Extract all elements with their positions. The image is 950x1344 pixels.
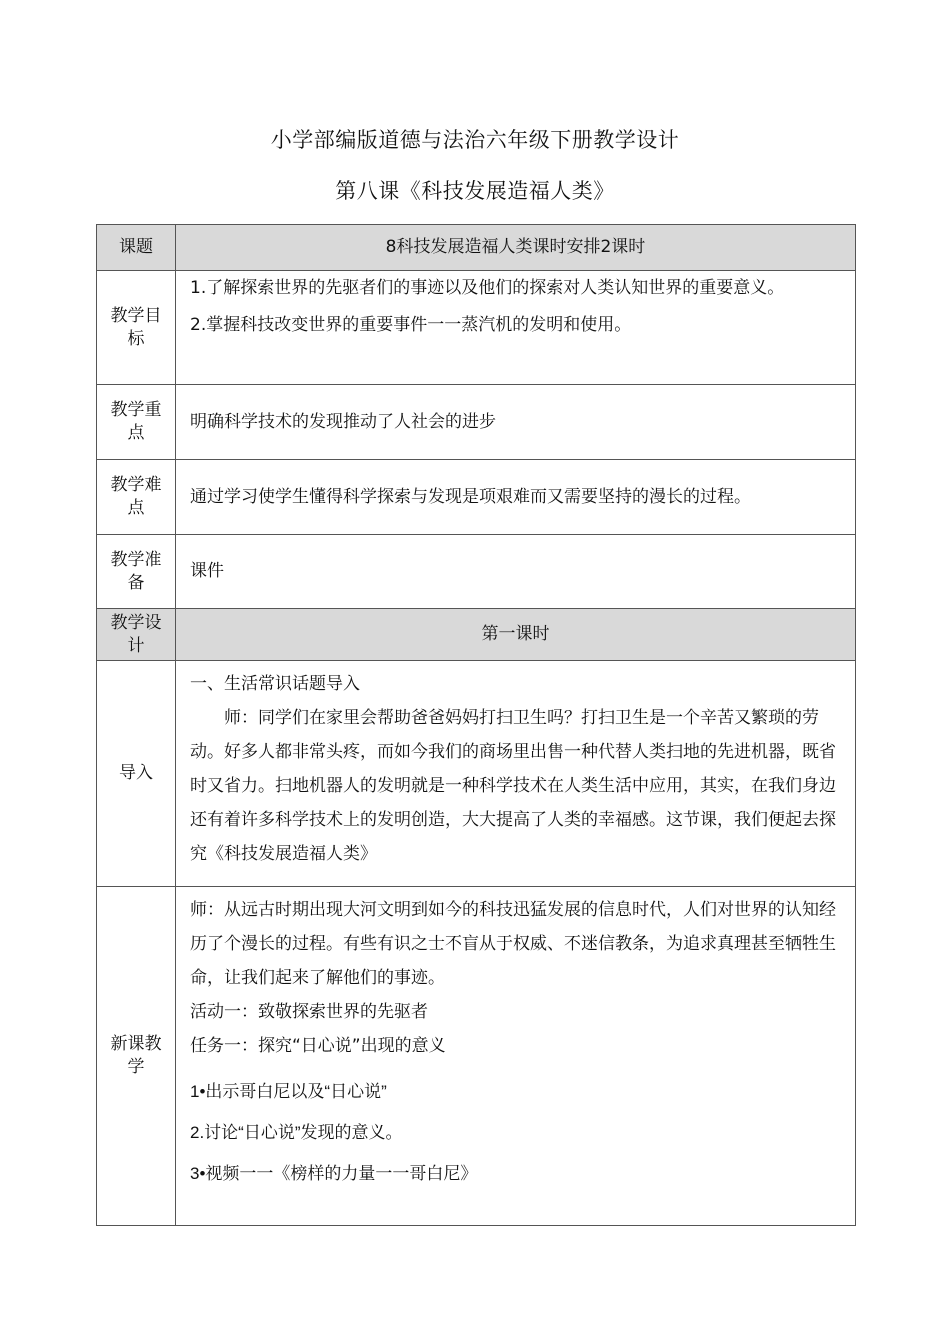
objectives-label: 教学目标 [97, 271, 176, 385]
lesson-subtitle: 第八课《科技发展造福人类》 [335, 179, 615, 203]
design-label: 教学设计 [97, 609, 176, 661]
key-points-value: 明确科学技术的发现推动了人社会的进步 [176, 385, 856, 460]
difficulties-row [97, 460, 856, 535]
lesson-plan-table [96, 224, 856, 1226]
preparation-label: 教学准备 [97, 535, 176, 609]
key-points-row [97, 385, 856, 460]
topic-row [97, 225, 856, 271]
key-points-label: 教学重点 [97, 385, 176, 460]
preparation-value: 课件 [176, 535, 856, 609]
intro-label: 导入 [97, 661, 176, 887]
new-lesson-row [97, 887, 856, 1226]
intro-content [176, 661, 856, 887]
topic-value: 8科技发展造福人类课时安排2课时 [176, 225, 856, 271]
step-item: 1•出示哥白尼以及“日心说” [190, 1082, 387, 1101]
difficulties-value: 通过学习使学生懂得科学探索与发现是项艰难而又需要坚持的漫长的过程。 [176, 460, 856, 535]
difficulties-label: 教学难点 [97, 460, 176, 535]
intro-row [97, 661, 856, 887]
document-title: 小学部编版道德与法治六年级下册教学设计 [270, 128, 680, 152]
objective-item: 2.掌握科技改变世界的重要事件一一蒸汽机的发明和使用。 [190, 314, 632, 335]
intro-heading: 一、生活常识话题导入 [190, 674, 360, 694]
task-heading: 任务一：探究“日心说”出现的意义 [190, 1036, 446, 1056]
activity-heading: 活动一：致敬探索世界的先驱者 [190, 1002, 428, 1022]
new-lesson-label: 新课教学 [97, 887, 176, 1226]
topic-label: 课题 [97, 225, 176, 271]
objectives-row [97, 271, 856, 385]
new-lesson-content [176, 887, 856, 1226]
step-item: 2.讨论“日心说”发现的意义。 [190, 1123, 403, 1142]
objective-item: 1.了解探索世界的先驱者们的事迹以及他们的探索对人类认知世界的重要意义。 [190, 278, 785, 298]
preparation-row [97, 535, 856, 609]
objectives-content [176, 271, 856, 385]
step-item: 3•视频一一《榜样的力量一一哥白尼》 [190, 1164, 478, 1183]
design-value: 第一课时 [176, 609, 856, 661]
design-row [97, 609, 856, 661]
new-lesson-paragraph: 师：从远古时期出现大河文明到如今的科技迅猛发展的信息时代，人们对世界的认知经历了个漫长的过程。有些有识之士不盲从于权威、不迷信教条，为追求真理甚至牺牲生命，让我们起来了解他们的事迹。 [190, 900, 836, 988]
intro-body: 师：同学们在家里会帮助爸爸妈妈打扫卫生吗？打扫卫生是一个辛苦又繁琐的劳动。好多人都非常头疼，而如今我们的商场里出售一种代替人类扫地的先进机器，既省时又省力。扫地机器人的发明就是一种科学技术在人类生活中应用，其实，在我们身边还有着许多科学技术上的发明创造，大大提高了人类的幸福感。这节课，我们便起去探究《科技发展造福人类》 [190, 708, 836, 864]
